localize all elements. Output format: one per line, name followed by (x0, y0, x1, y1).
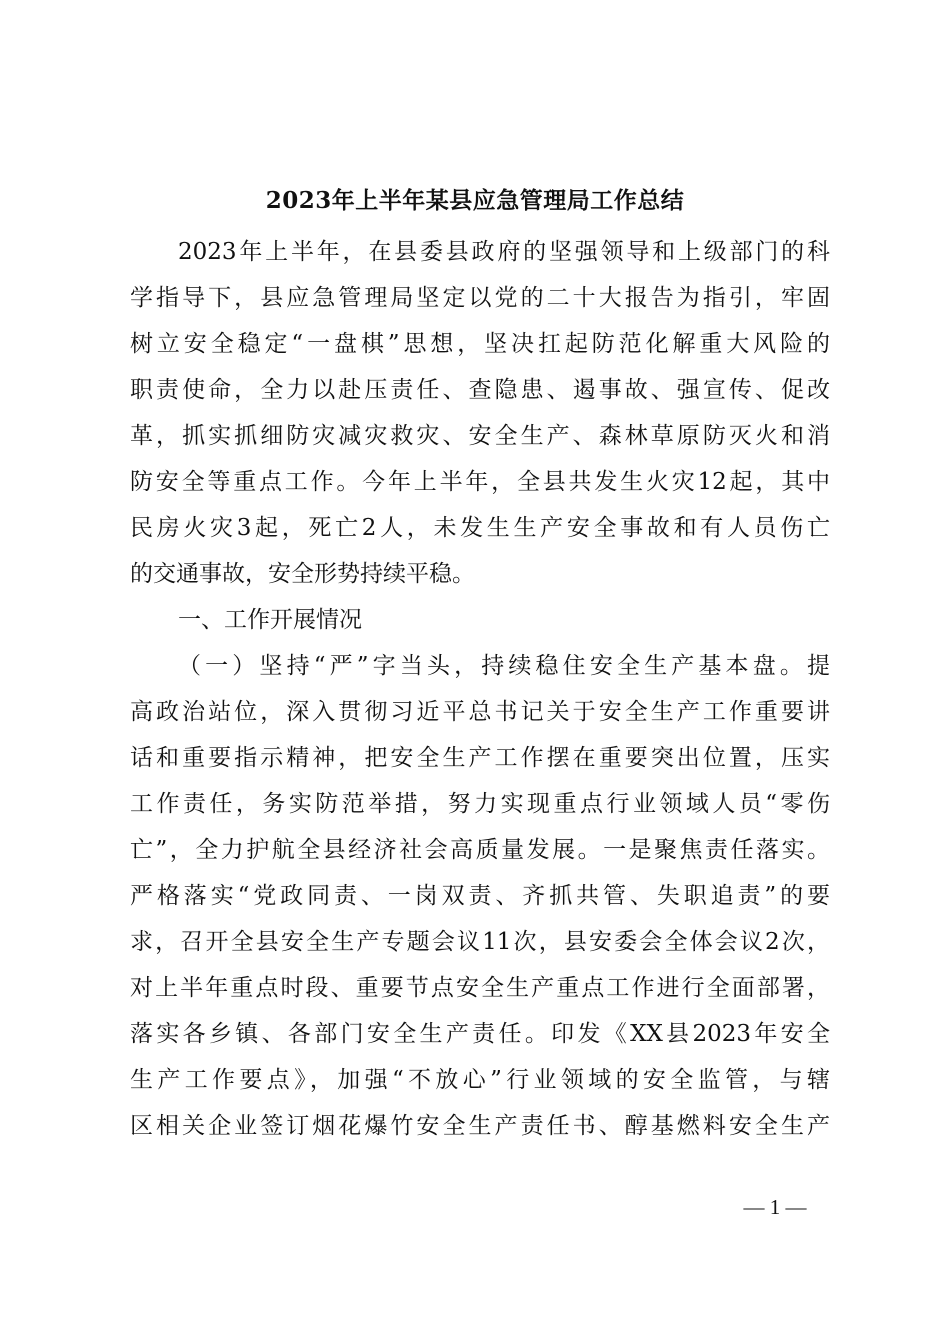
paragraph-line: 学指导下，县应急管理局坚定以党的二十大报告为指引，牢固 (130, 285, 830, 311)
paragraph-line: 话和重要指示精神，把安全生产工作摆在重要突出位置，压实 (130, 745, 830, 771)
paragraph-line: 对上半年重点时段、重要节点安全生产重点工作进行全面部署， (130, 975, 830, 1001)
paragraph-line: 区相关企业签订烟花爆竹安全生产责任书、醇基燃料安全生产 (130, 1113, 830, 1139)
section-heading: 一、工作开展情况 (178, 607, 362, 633)
paragraph-line: 亡”，全力护航全县经济社会高质量发展。一是聚焦责任落实。 (130, 837, 830, 863)
paragraph-line: 生产工作要点》，加强“不放心”行业领域的安全监管，与辖 (130, 1067, 830, 1093)
paragraph-line: （一）坚持“严”字当头，持续稳住安全生产基本盘。提 (178, 653, 830, 679)
paragraph-line: 求，召开全县安全生产专题会议11次，县安委会全体会议2次， (130, 929, 830, 955)
paragraph-line: 2023年上半年，在县委县政府的坚强领导和上级部门的科 (178, 239, 830, 265)
paragraph-line: 高政治站位，深入贯彻习近平总书记关于安全生产工作重要讲 (130, 699, 830, 725)
paragraph-line: 职责使命，全力以赴压责任、查隐患、遏事故、强宣传、促改 (130, 377, 830, 403)
paragraph-line: 民房火灾3起，死亡2人，未发生生产安全事故和有人员伤亡 (130, 515, 830, 541)
paragraph-line: 工作责任，务实防范举措，努力实现重点行业领域人员“零伤 (130, 791, 830, 817)
paragraph-line: 防安全等重点工作。今年上半年，全县共发生火灾12起，其中 (130, 469, 830, 495)
paragraph-line: 的交通事故，安全形势持续平稳。 (130, 561, 475, 587)
paragraph-line: 落实各乡镇、各部门安全生产责任。印发《XX县2023年安全 (130, 1021, 830, 1047)
paragraph-line: 革，抓实抓细防灾减灾救灾、安全生产、森林草原防灭火和消 (130, 423, 830, 449)
paragraph-line: 严格落实“党政同责、一岗双责、齐抓共管、失职追责”的要 (130, 883, 830, 909)
page-number: — 1 — (743, 1195, 807, 1219)
paragraph-line: 树立安全稳定“一盘棋”思想，坚决扛起防范化解重大风险的 (130, 331, 830, 357)
document-title: 2023年上半年某县应急管理局工作总结 (265, 187, 685, 214)
